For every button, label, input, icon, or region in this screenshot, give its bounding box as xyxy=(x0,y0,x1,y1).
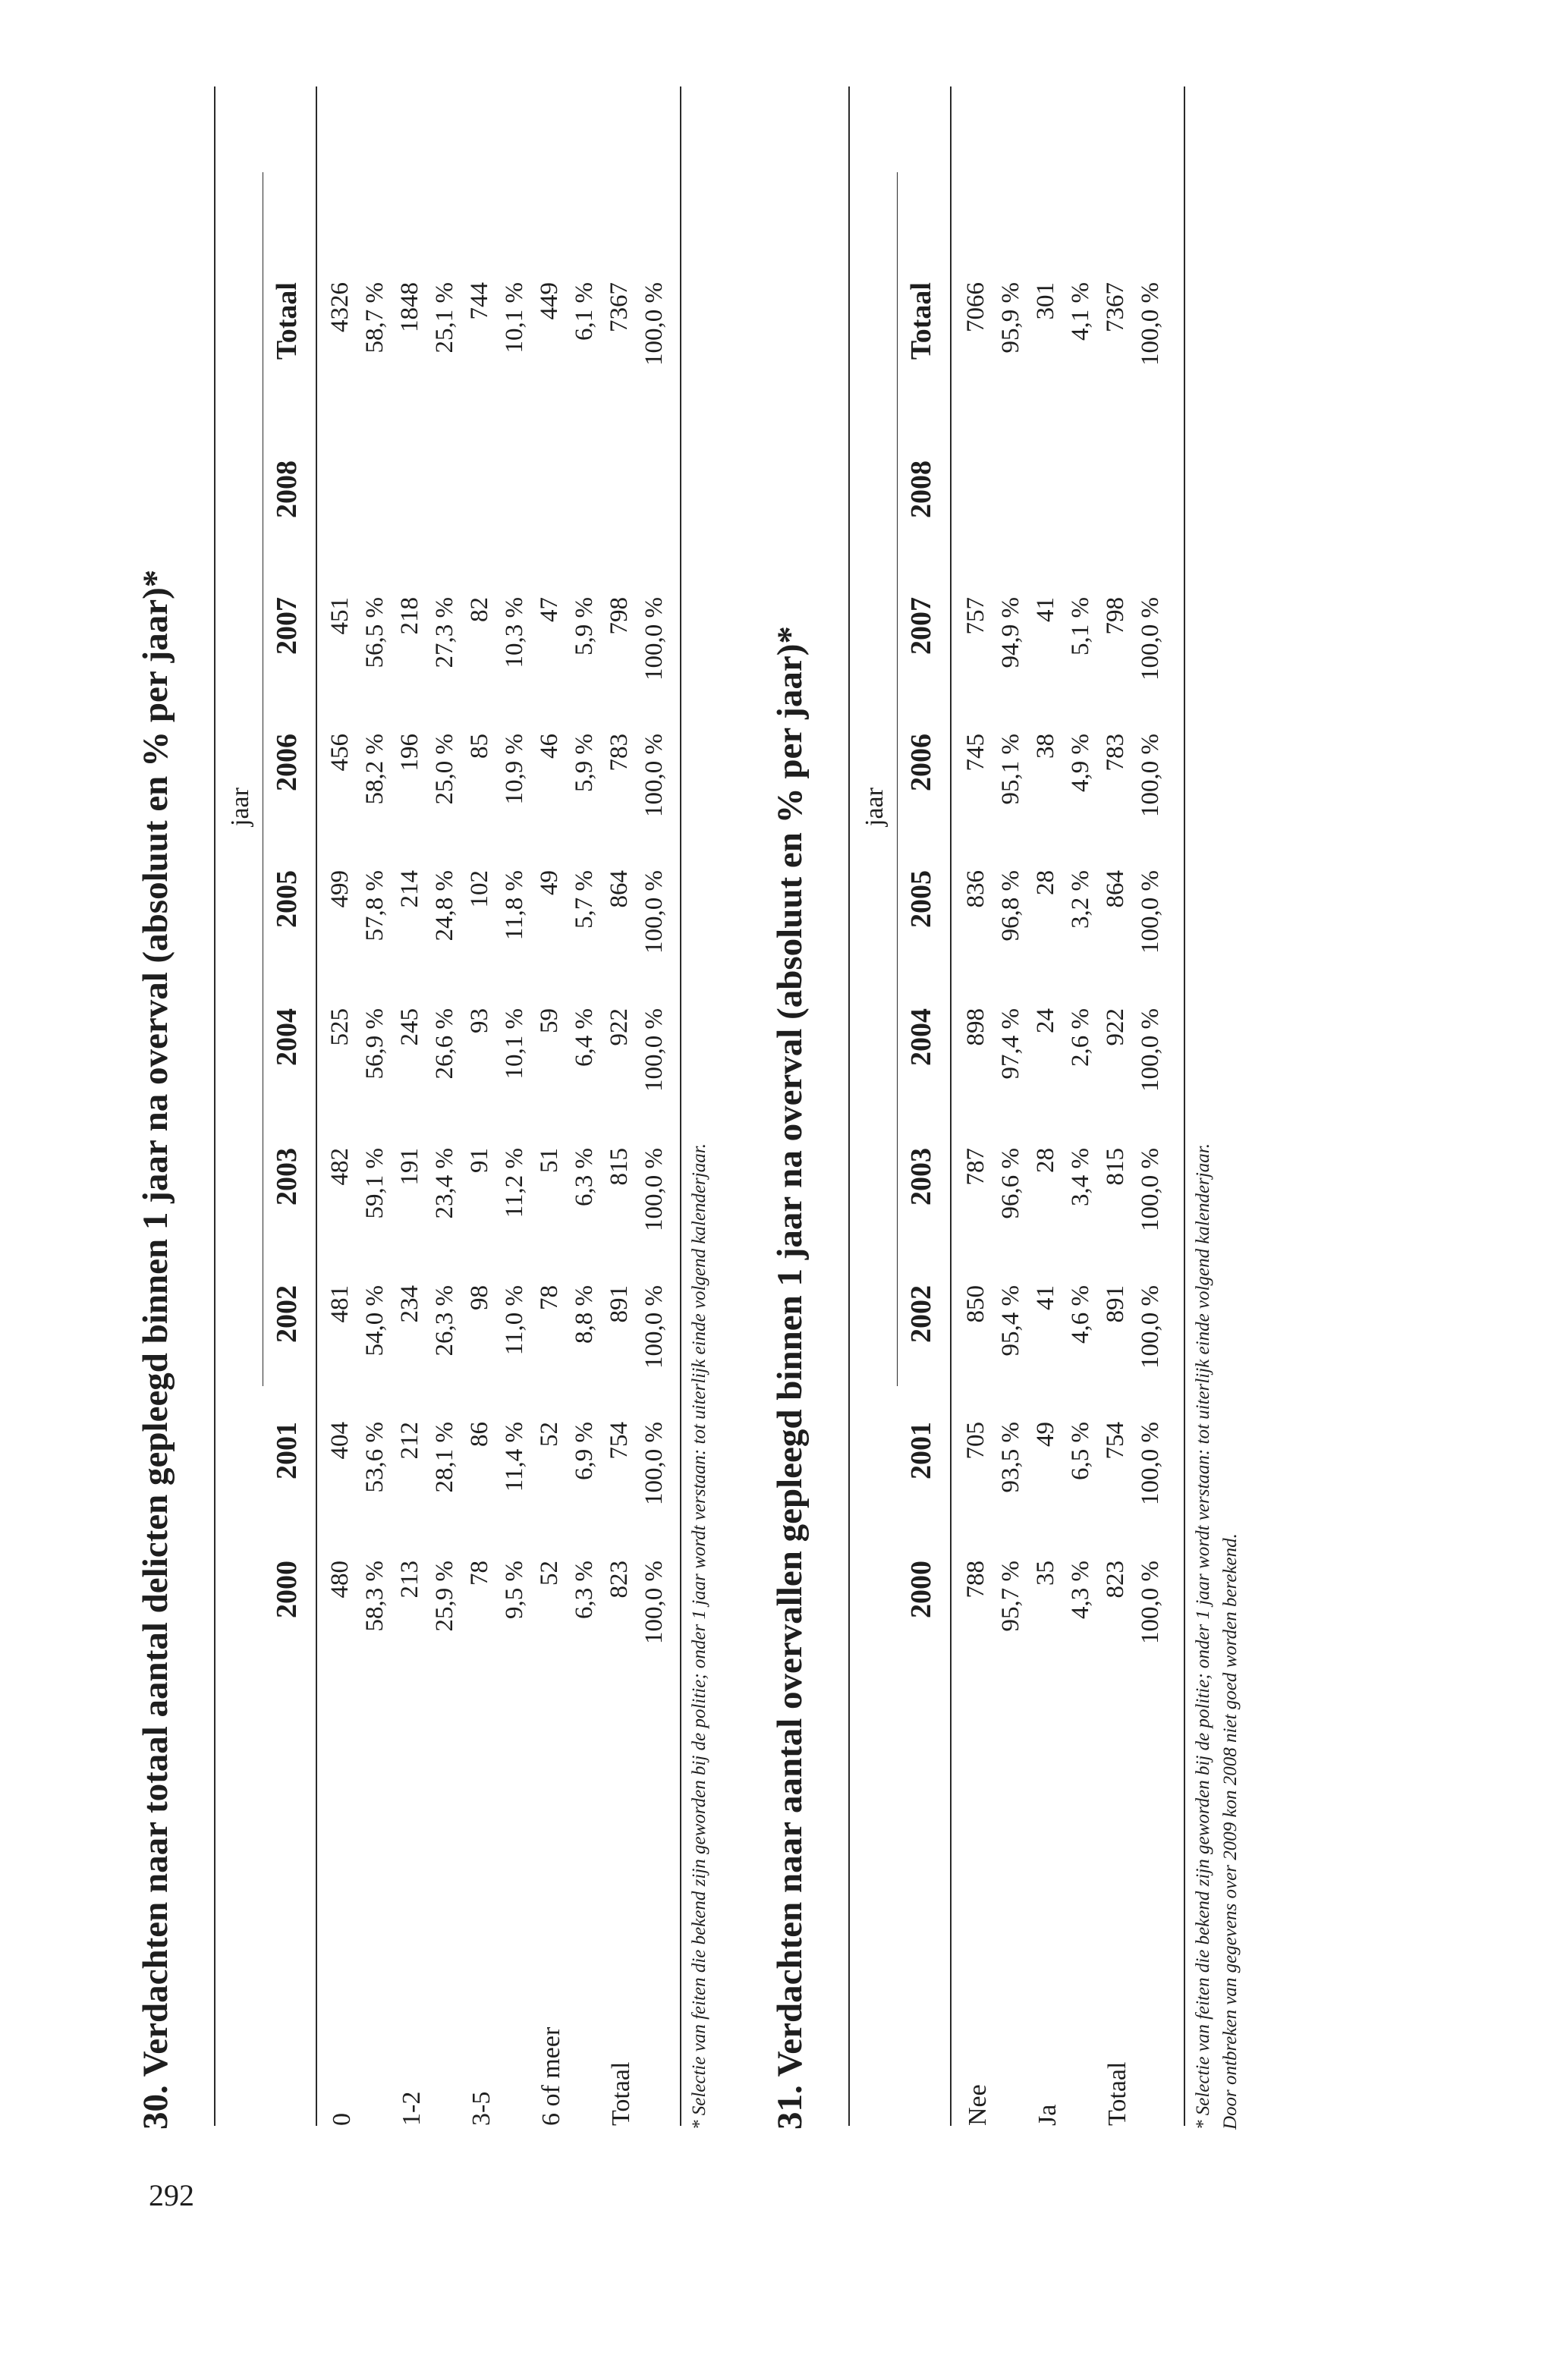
t30-cell: 815 xyxy=(606,1148,633,1186)
t30-cell: 451 xyxy=(326,597,354,635)
table-31-jaar-header: jaar xyxy=(860,788,889,826)
t31-col-header-2001: 2001 xyxy=(905,1422,937,1479)
t30-cell: 82 xyxy=(466,597,493,622)
t31-cell: 783 xyxy=(1102,734,1129,772)
t31-cell: 100,0 % xyxy=(1137,1422,1164,1505)
t31-col-header-2008: 2008 xyxy=(905,461,937,518)
table-31-top-rule xyxy=(848,86,850,2126)
t30-row-label: 1-2 xyxy=(398,2091,426,2126)
page-number: 292 xyxy=(149,2178,194,2212)
t31-cell: 754 xyxy=(1102,1422,1129,1460)
t31-cell: 100,0 % xyxy=(1137,1148,1164,1231)
t30-col-header-2003: 2003 xyxy=(271,1148,303,1206)
t30-cell: 100,0 % xyxy=(640,1008,668,1092)
t31-cell: 28 xyxy=(1032,870,1059,895)
t30-cell: 5,9 % xyxy=(571,734,598,792)
t30-cell: 6,4 % xyxy=(571,1008,598,1067)
t30-col-header-2008: 2008 xyxy=(271,461,303,518)
t30-col-header-2004: 2004 xyxy=(271,1008,303,1066)
t30-cell: 25,9 % xyxy=(431,1561,458,1632)
t30-cell: 10,1 % xyxy=(501,1008,528,1080)
t31-col-header-2007: 2007 xyxy=(905,597,937,655)
table-31-header-rule xyxy=(950,86,952,2126)
t30-cell: 9,5 % xyxy=(501,1561,528,1619)
t30-cell: 100,0 % xyxy=(640,1422,668,1505)
t30-cell: 58,2 % xyxy=(361,734,388,805)
t31-cell: 7066 xyxy=(962,282,989,332)
t30-cell: 100,0 % xyxy=(640,597,668,681)
t30-cell: 4326 xyxy=(326,282,354,332)
t30-cell: 214 xyxy=(396,870,423,908)
t31-cell: 96,6 % xyxy=(997,1148,1024,1219)
t31-row-label: Ja xyxy=(1033,2104,1062,2126)
t31-cell: 95,7 % xyxy=(997,1561,1024,1632)
t31-cell: 898 xyxy=(962,1008,989,1046)
t31-cell: 836 xyxy=(962,870,989,908)
t31-col-header-2003: 2003 xyxy=(905,1148,937,1206)
t30-cell: 91 xyxy=(466,1148,493,1173)
t30-cell: 245 xyxy=(396,1008,423,1046)
t30-row-label: 0 xyxy=(328,2113,356,2126)
t30-cell: 49 xyxy=(536,870,563,895)
t31-cell: 41 xyxy=(1032,597,1059,622)
t30-cell: 54,0 % xyxy=(361,1285,388,1357)
t31-col-header-totaal: Totaal xyxy=(905,282,937,360)
t30-cell: 11,2 % xyxy=(501,1148,528,1218)
t30-cell: 100,0 % xyxy=(640,734,668,817)
t30-cell: 58,7 % xyxy=(361,282,388,354)
table-30-bottom-rule xyxy=(680,86,681,2126)
t30-cell: 59,1 % xyxy=(361,1148,388,1219)
t30-cell: 744 xyxy=(466,282,493,320)
t31-cell: 100,0 % xyxy=(1137,1008,1164,1092)
t30-cell: 59 xyxy=(536,1008,563,1033)
table-30-header-rule xyxy=(316,86,317,2126)
t30-cell: 51 xyxy=(536,1148,563,1173)
t30-cell: 482 xyxy=(326,1148,354,1186)
t30-cell: 11,0 % xyxy=(501,1285,528,1356)
t30-cell: 212 xyxy=(396,1422,423,1460)
t30-cell: 57,8 % xyxy=(361,870,388,942)
t30-cell: 25,0 % xyxy=(431,734,458,805)
t30-row-label: 6 of meer xyxy=(537,2026,565,2126)
t31-col-header-2004: 2004 xyxy=(905,1008,937,1066)
t31-cell: 788 xyxy=(962,1561,989,1599)
t31-cell: 100,0 % xyxy=(1137,597,1164,681)
t30-cell: 47 xyxy=(536,597,563,622)
t30-cell: 456 xyxy=(326,734,354,772)
t30-cell: 10,1 % xyxy=(501,282,528,354)
t30-cell: 46 xyxy=(536,734,563,759)
t30-cell: 481 xyxy=(326,1285,354,1323)
t30-cell: 53,6 % xyxy=(361,1422,388,1493)
t31-cell: 798 xyxy=(1102,597,1129,635)
table-30-jaar-header: jaar xyxy=(226,788,254,826)
t30-cell: 191 xyxy=(396,1148,423,1186)
t31-cell: 745 xyxy=(962,734,989,772)
t30-col-header-2001: 2001 xyxy=(271,1422,303,1479)
t31-cell: 922 xyxy=(1102,1008,1129,1046)
t31-cell: 95,9 % xyxy=(997,282,1024,354)
t30-cell: 6,3 % xyxy=(571,1148,598,1206)
t30-cell: 11,4 % xyxy=(501,1422,528,1492)
t30-cell: 52 xyxy=(536,1422,563,1447)
t30-cell: 100,0 % xyxy=(640,1285,668,1369)
t31-cell: 301 xyxy=(1032,282,1059,320)
t31-cell: 41 xyxy=(1032,1285,1059,1310)
t30-col-header-2006: 2006 xyxy=(271,734,303,791)
t30-cell: 480 xyxy=(326,1561,354,1599)
t31-cell: 28 xyxy=(1032,1148,1059,1173)
t31-cell: 95,4 % xyxy=(997,1285,1024,1357)
t30-cell: 525 xyxy=(326,1008,354,1046)
t31-cell: 864 xyxy=(1102,870,1129,908)
t30-cell: 891 xyxy=(606,1285,633,1323)
table-31-footnote-1: * Selectie van feiten die bekend zijn geworden bij de politie; onder 1 jaar wordt verstaan: tot uiterlijk einde volgend kalenderjaar. xyxy=(1193,1143,1213,2130)
t30-cell: 7367 xyxy=(606,282,633,332)
t30-col-header-2007: 2007 xyxy=(271,597,303,655)
t30-col-header-2000: 2000 xyxy=(271,1561,303,1618)
t30-cell: 922 xyxy=(606,1008,633,1046)
t30-cell: 10,9 % xyxy=(501,734,528,805)
t30-cell: 6,9 % xyxy=(571,1422,598,1480)
t30-cell: 26,6 % xyxy=(431,1008,458,1080)
t31-cell: 100,0 % xyxy=(1137,1561,1164,1644)
t30-cell: 26,3 % xyxy=(431,1285,458,1357)
t30-cell: 85 xyxy=(466,734,493,759)
t31-cell: 93,5 % xyxy=(997,1422,1024,1493)
t30-cell: 100,0 % xyxy=(640,282,668,366)
t30-cell: 100,0 % xyxy=(640,870,668,954)
t30-cell: 25,1 % xyxy=(431,282,458,354)
t30-cell: 58,3 % xyxy=(361,1561,388,1632)
t31-col-header-2005: 2005 xyxy=(905,870,937,928)
t30-cell: 78 xyxy=(536,1285,563,1310)
t30-cell: 864 xyxy=(606,870,633,908)
t31-cell: 5,1 % xyxy=(1067,597,1094,656)
t30-cell: 27,3 % xyxy=(431,597,458,668)
t31-cell: 3,4 % xyxy=(1067,1148,1094,1206)
t31-cell: 24 xyxy=(1032,1008,1059,1033)
t30-cell: 100,0 % xyxy=(640,1561,668,1644)
t31-cell: 4,9 % xyxy=(1067,734,1094,792)
t30-cell: 499 xyxy=(326,870,354,908)
table-31-jaar-rule xyxy=(897,172,898,1386)
t30-cell: 23,4 % xyxy=(431,1148,458,1219)
t31-cell: 787 xyxy=(962,1148,989,1186)
t31-cell: 4,1 % xyxy=(1067,282,1094,341)
t30-cell: 100,0 % xyxy=(640,1148,668,1231)
t30-cell: 6,3 % xyxy=(571,1561,598,1619)
t31-cell: 815 xyxy=(1102,1148,1129,1186)
t31-cell: 4,3 % xyxy=(1067,1561,1094,1619)
t31-col-header-2006: 2006 xyxy=(905,734,937,791)
t30-cell: 783 xyxy=(606,734,633,772)
t30-cell: 196 xyxy=(396,734,423,772)
t31-cell: 97,4 % xyxy=(997,1008,1024,1080)
t31-col-header-2000: 2000 xyxy=(905,1561,937,1618)
t30-cell: 28,1 % xyxy=(431,1422,458,1493)
table-30-title: 30. Verdachten naar totaal aantal delicten gepleegd binnen 1 jaar na overval (absoluut en % per jaar)* xyxy=(136,569,175,2130)
t31-cell: 705 xyxy=(962,1422,989,1460)
t30-cell: 86 xyxy=(466,1422,493,1447)
t31-cell: 96,8 % xyxy=(997,870,1024,942)
t30-cell: 449 xyxy=(536,282,563,320)
t31-cell: 4,6 % xyxy=(1067,1285,1094,1344)
t30-cell: 98 xyxy=(466,1285,493,1310)
t31-cell: 49 xyxy=(1032,1422,1059,1447)
t30-cell: 1848 xyxy=(396,282,423,332)
table-30-footnote: * Selectie van feiten die bekend zijn geworden bij de politie; onder 1 jaar wordt verstaan: tot uiterlijk einde volgend kalenderjaar. xyxy=(689,1143,709,2130)
t30-cell: 218 xyxy=(396,597,423,635)
t30-row-label: 3-5 xyxy=(467,2091,495,2126)
t31-cell: 3,2 % xyxy=(1067,870,1094,929)
t31-cell: 35 xyxy=(1032,1561,1059,1586)
t31-row-label: Nee xyxy=(964,2084,992,2126)
t31-cell: 7367 xyxy=(1102,282,1129,332)
t31-col-header-2002: 2002 xyxy=(905,1285,937,1343)
t30-cell: 24,8 % xyxy=(431,870,458,942)
t30-row-label: Totaal xyxy=(607,2061,635,2126)
t31-cell: 38 xyxy=(1032,734,1059,759)
t30-cell: 5,9 % xyxy=(571,597,598,656)
t30-cell: 52 xyxy=(536,1561,563,1586)
t31-cell: 100,0 % xyxy=(1137,282,1164,366)
t31-cell: 94,9 % xyxy=(997,597,1024,668)
t31-cell: 850 xyxy=(962,1285,989,1323)
t30-cell: 56,9 % xyxy=(361,1008,388,1080)
t31-cell: 891 xyxy=(1102,1285,1129,1323)
t31-cell: 100,0 % xyxy=(1137,870,1164,954)
t31-row-label: Totaal xyxy=(1103,2061,1131,2126)
t30-cell: 213 xyxy=(396,1561,423,1599)
t30-cell: 404 xyxy=(326,1422,354,1460)
t30-col-header-totaal: Totaal xyxy=(271,282,303,360)
t30-cell: 78 xyxy=(466,1561,493,1586)
t31-cell: 100,0 % xyxy=(1137,1285,1164,1369)
table-31-footnote-2: Door ontbreken van gegevens over 2009 kon 2008 niet goed worden berekend. xyxy=(1220,1533,1241,2130)
t30-cell: 823 xyxy=(606,1561,633,1599)
t30-cell: 102 xyxy=(466,870,493,908)
t30-cell: 8,8 % xyxy=(571,1285,598,1344)
t30-cell: 56,5 % xyxy=(361,597,388,668)
table-31-title: 31. Verdachten naar aantal overvallen gepleegd binnen 1 jaar na overval (absoluut en % per jaar)* xyxy=(770,626,810,2130)
t31-cell: 823 xyxy=(1102,1561,1129,1599)
t31-cell: 95,1 % xyxy=(997,734,1024,805)
t30-cell: 93 xyxy=(466,1008,493,1033)
t31-cell: 100,0 % xyxy=(1137,734,1164,817)
t30-cell: 10,3 % xyxy=(501,597,528,668)
t30-cell: 798 xyxy=(606,597,633,635)
t30-col-header-2005: 2005 xyxy=(271,870,303,928)
t30-col-header-2002: 2002 xyxy=(271,1285,303,1343)
table-30-top-rule xyxy=(214,86,215,2126)
t31-cell: 2,6 % xyxy=(1067,1008,1094,1067)
t30-cell: 11,8 % xyxy=(501,870,528,941)
t30-cell: 5,7 % xyxy=(571,870,598,929)
t30-cell: 234 xyxy=(396,1285,423,1323)
t31-cell: 757 xyxy=(962,597,989,635)
t31-cell: 6,5 % xyxy=(1067,1422,1094,1480)
table-31-bottom-rule xyxy=(1184,86,1185,2126)
t30-cell: 754 xyxy=(606,1422,633,1460)
t30-cell: 6,1 % xyxy=(571,282,598,341)
